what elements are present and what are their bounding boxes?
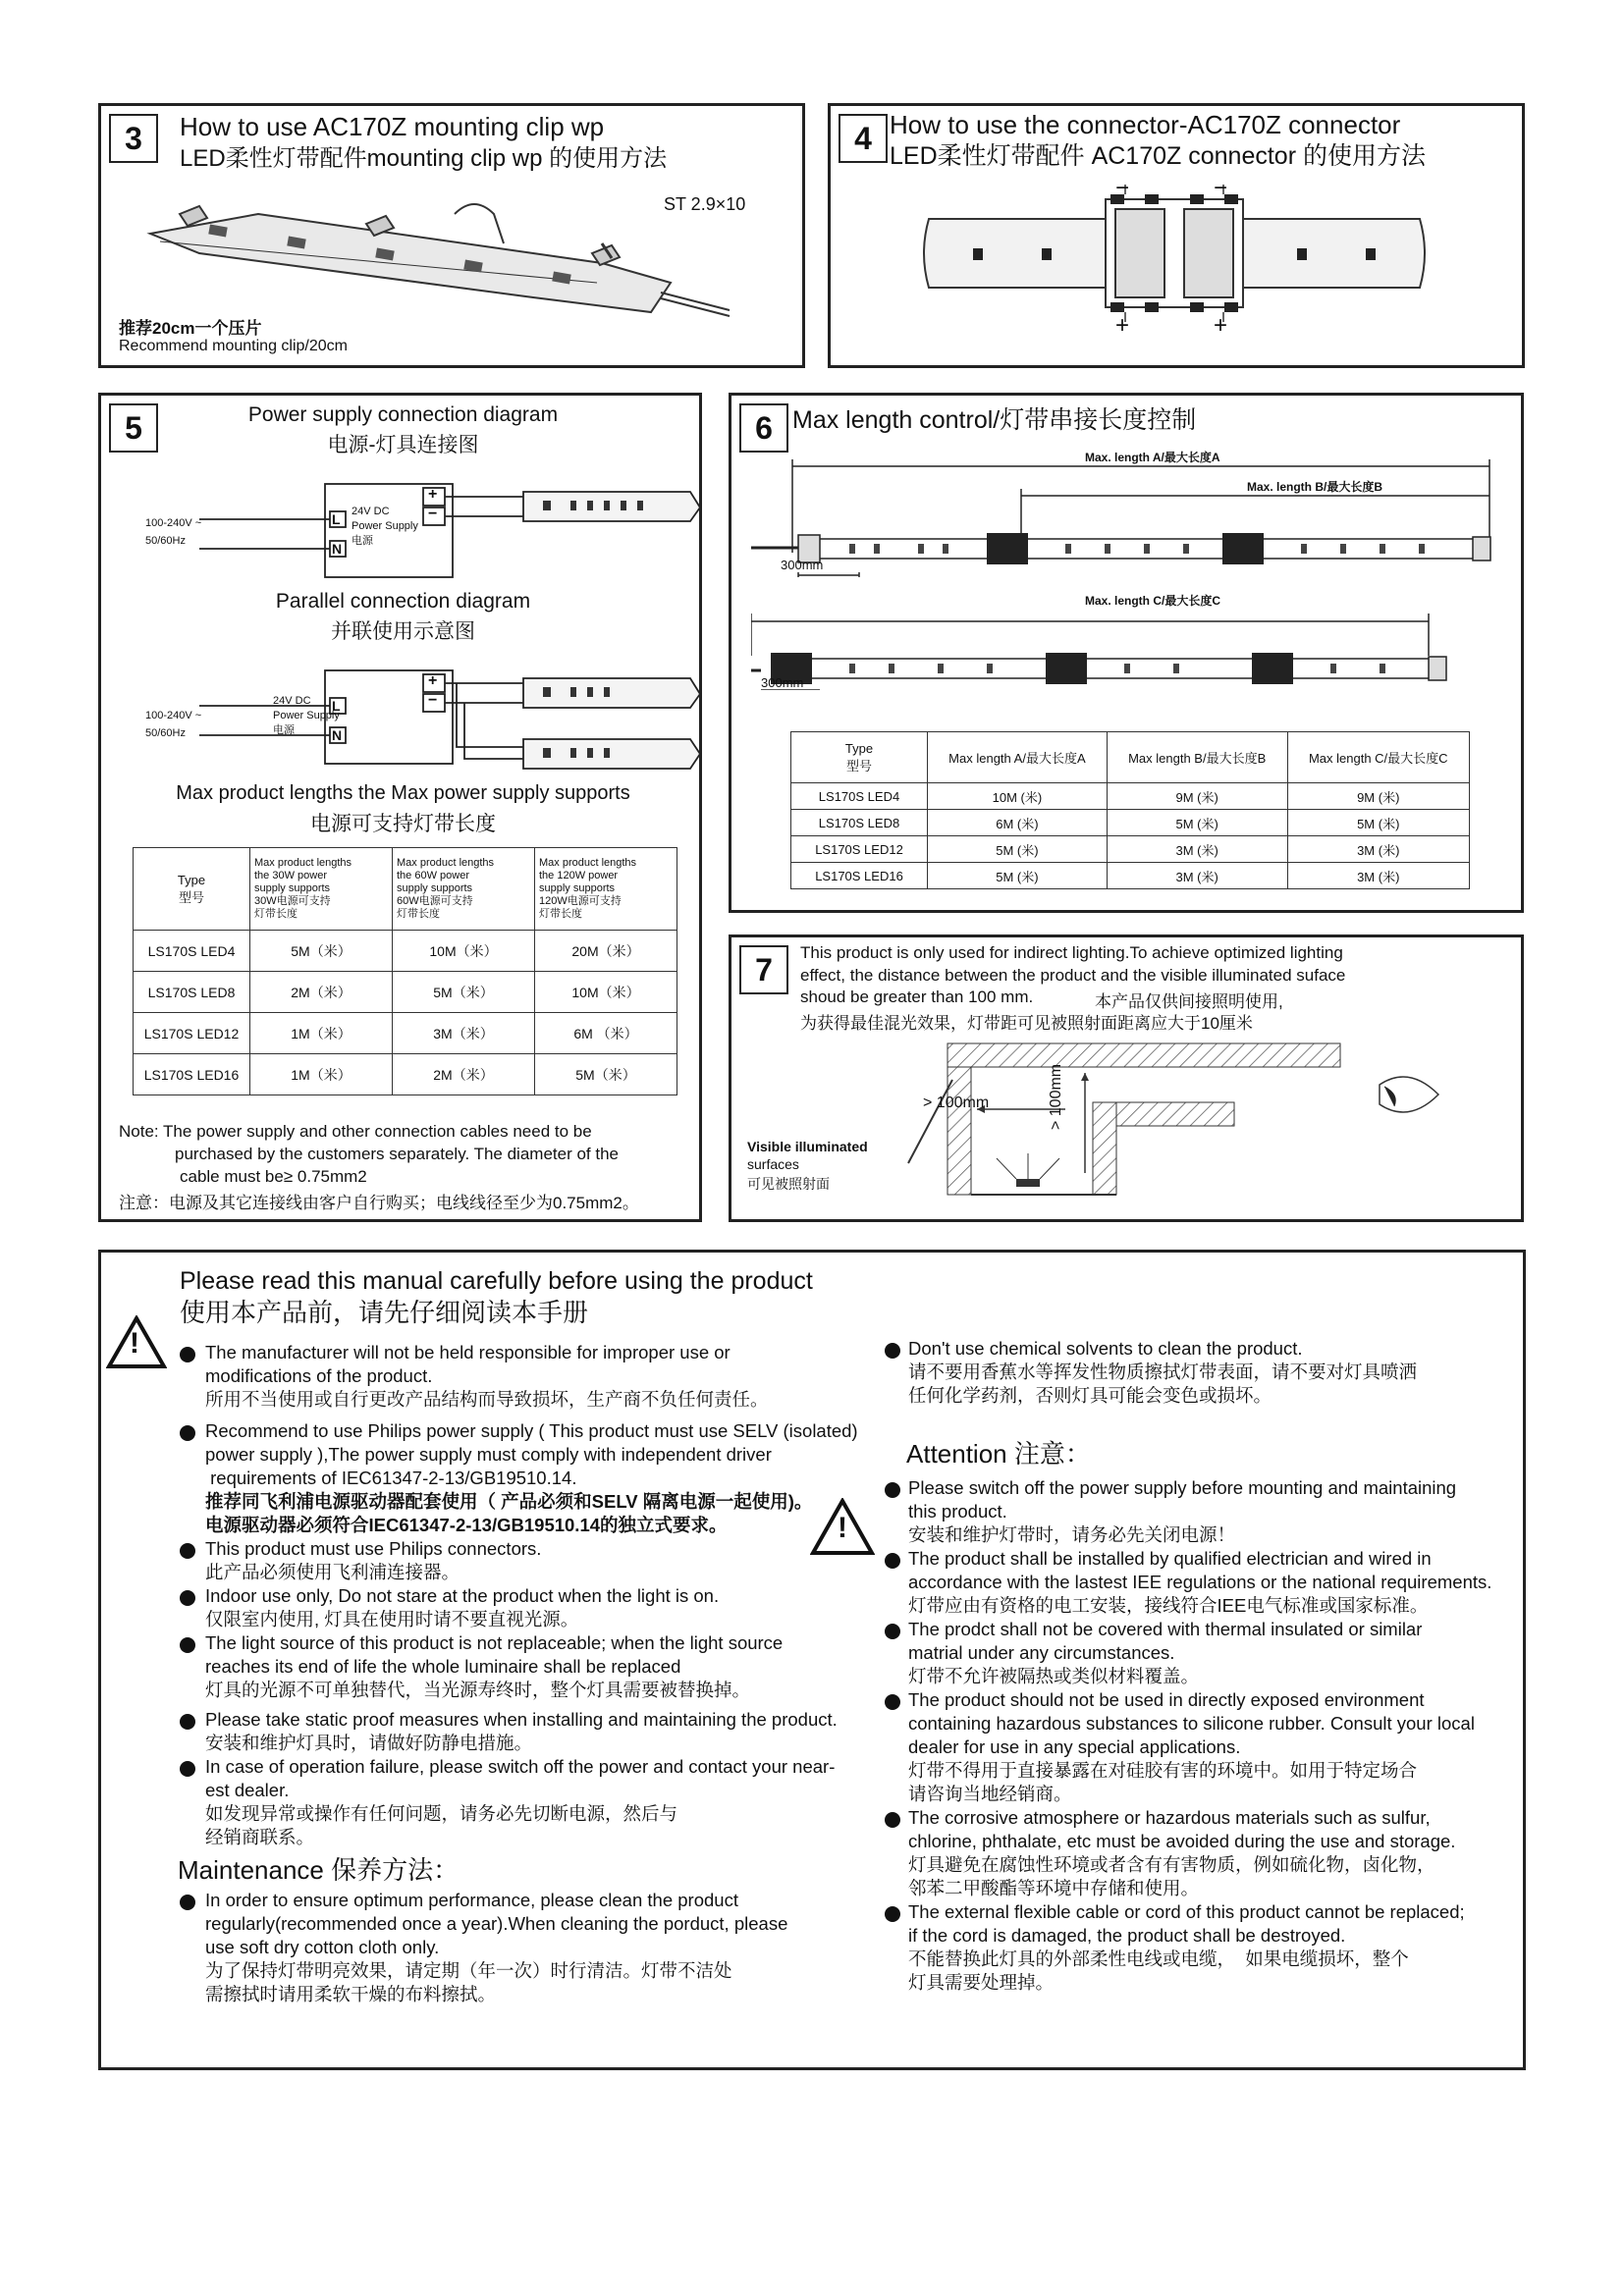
table-row: [134, 972, 677, 1013]
panel-4-title-en: How to use the connector-AC170Z connector: [890, 110, 1401, 139]
table-cell: 20M（米）: [535, 931, 677, 972]
note-en-1: Note: The power supply and other connection cables need to be: [119, 1122, 592, 1141]
indirect-text-en-2: effect, the distance between the product and the visible illuminated suface: [800, 966, 1346, 985]
plus-label-left: +: [1115, 312, 1130, 339]
manual-title-cn: 使用本产品前，请先仔细阅读本手册: [180, 1298, 589, 1327]
table-row: [791, 836, 1470, 863]
table-row: [791, 863, 1470, 889]
right-item: The product should not be used in directly exposed environment containing hazardous substances to silicone rubber. Consult your local dealer for use in any special applications. 灯带不得用于直接暴露在对硅胶有害的环境中。如用于特定场合 请咨询当地经销商。: [908, 1689, 1475, 1804]
left-item: Recommend to use Philips power supply ( This product must use SELV (isolated) power supply ),The power supply must comply with independent driver requirements of IEC61347-2-13/GB19510.14.: [205, 1420, 858, 1488]
table-row: [134, 931, 677, 972]
indirect-text-cn-1: 本产品仅供间接照明使用,: [1095, 992, 1283, 1011]
left-item: Indoor use only, Do not stare at the product when the light is on. 仅限室内使用, 灯具在使用时请不要直视光源。: [205, 1585, 720, 1629]
terminal-minus: −: [428, 506, 438, 522]
bullet-icon: [885, 1812, 900, 1828]
step-number: 4: [839, 114, 888, 163]
clip-note-cn: 推荐20cm一个压片: [119, 319, 262, 338]
table-cell: 9M (米): [1287, 783, 1469, 810]
input-frequency: 50/60Hz: [145, 535, 186, 547]
table-cell: LS170S LED16: [134, 1054, 250, 1095]
table-header: Max product lengths the 60W power supply supports 60W电源可支持 灯带长度: [393, 848, 535, 931]
indirect-text-en-3: shoud be greater than 100 mm.: [800, 988, 1034, 1006]
input-voltage: 100-240V ~: [145, 517, 202, 529]
table-cell: LS170S LED12: [134, 1013, 250, 1054]
bullet-icon: [885, 1694, 900, 1710]
bullet-icon: [885, 1482, 900, 1498]
step-number: 7: [739, 945, 788, 994]
input-frequency: 50/60Hz: [145, 727, 186, 739]
clip-note-en: Recommend mounting clip/20cm: [119, 338, 348, 354]
panel-3-title-en: How to use AC170Z mounting clip wp: [180, 112, 605, 141]
table-header-row: [134, 848, 677, 931]
minus-label-left: −: [1115, 175, 1130, 201]
table-cell: LS170S LED4: [134, 931, 250, 972]
ps-label-2: Power Supply: [352, 520, 418, 532]
table-header: Max length B/最大长度B: [1107, 732, 1287, 783]
power-supply-diagram: [199, 474, 700, 582]
bullet-icon: [885, 1343, 900, 1359]
table-header: Type 型号: [791, 732, 928, 783]
step-number: 3: [109, 114, 158, 163]
dim-300mm-top: 300mm: [781, 558, 824, 572]
bullet-icon: [885, 1906, 900, 1922]
diagram-2-title-cn: 并联使用示意图: [331, 620, 475, 643]
table-cell: LS170S LED4: [791, 783, 928, 810]
bullet-icon: [180, 1895, 195, 1910]
plus-label-right: +: [1214, 312, 1228, 339]
right-item: The external flexible cable or cord of this product cannot be replaced; if the cord is damaged, the product shall be destroyed. 不能替换此灯具的外部柔性电线或电缆， 如果电缆损坏，整个 灯具需要处理掉。: [908, 1901, 1465, 1993]
left-item: This product must use Philips connectors. 此产品必须使用飞利浦连接器。: [205, 1538, 542, 1582]
table-cell: 9M (米): [1107, 783, 1287, 810]
left-item: Please take static proof measures when installing and maintaining the product. 安装和维护灯具时，请做好防静电措施。: [205, 1709, 838, 1753]
bullet-icon: [180, 1590, 195, 1606]
max-length-title-cn: 电源可支持灯带长度: [310, 813, 496, 835]
ps-label-1: 24V DC: [273, 695, 311, 707]
bullet-icon: [885, 1624, 900, 1639]
bullet-icon: [180, 1347, 195, 1362]
table-row: [134, 1054, 677, 1095]
diagram-2-title-en: Parallel connection diagram: [275, 590, 531, 613]
terminal-N: N: [332, 727, 343, 743]
panel-5-power-supply: [98, 393, 702, 1222]
right-item: The corrosive atmosphere or hazardous materials such as sulfur, chlorine, phthalate, etc must be avoided during the use and storage. 灯具避免在腐蚀性环境或者含有有害物质，例如硫化物，卤化物， 邻苯二甲酸酯等环境中存储和使用。: [908, 1807, 1456, 1898]
panel-manual-instructions: [98, 1250, 1526, 2070]
ps-label-3: 电源: [352, 535, 373, 547]
warning-mark: !: [130, 1327, 139, 1360]
table-cell: LS170S LED16: [791, 863, 928, 889]
right-item: The prodct shall not be covered with thermal insulated or similar matrial under any circumstances. 灯带不允许被隔热或类似材料覆盖。: [908, 1619, 1423, 1686]
panel-6-max-length: [729, 393, 1524, 913]
bullet-icon: [180, 1543, 195, 1559]
terminal-minus: −: [428, 692, 438, 709]
left-item-bold-cn: 推荐同飞利浦电源驱动器配套使用（ 产品必须和SELV 隔离电源一起使用)。: [205, 1491, 813, 1512]
max-length-title-en: Max product lengths the Max power supply supports: [176, 782, 630, 804]
panel-3-title-cn: LED柔性灯带配件mounting clip wp 的使用方法: [180, 145, 668, 172]
maintenance-title: Maintenance 保养方法：: [178, 1855, 460, 1885]
length-control-diagram: [751, 454, 1517, 690]
visible-surface-label-3: 可见被照射面: [747, 1176, 830, 1192]
panel-7-indirect-lighting: [729, 934, 1524, 1222]
visible-surface-label-2: surfaces: [747, 1156, 799, 1172]
attention-title: Attention 注意：: [906, 1439, 1091, 1468]
terminal-plus: +: [428, 672, 438, 689]
power-supply-length-table: [133, 847, 677, 1095]
left-item-bold-cn: 电源驱动器必须符合IEC61347-2-13/GB19510.14的独立式要求。: [205, 1515, 728, 1535]
left-item: The light source of this product is not replaceable; when the light source reaches its end of life the whole luminaire shall be replaced 灯具的光源不可单独替代，当光源寿终时，整个灯具需要被替换掉。: [205, 1632, 784, 1700]
screw-label: ST 2.9×10: [664, 194, 746, 214]
note-en-3: cable must be≥ 0.75mm2: [180, 1167, 367, 1186]
step-number: 6: [739, 403, 788, 453]
visible-surface-label-1: Visible illuminated: [747, 1139, 868, 1154]
bullet-icon: [885, 1553, 900, 1569]
connector-illustration: [919, 175, 1430, 342]
table-cell: 5M（米）: [393, 972, 535, 1013]
table-cell: LS170S LED8: [791, 810, 928, 836]
table-cell: 10M（米）: [535, 972, 677, 1013]
dim-horizontal: > 100mm: [923, 1095, 990, 1111]
table-cell: 5M (米): [928, 863, 1108, 889]
table-header: Max product lengths the 120W power supply supports 120W电源可支持 灯带长度: [535, 848, 677, 931]
table-cell: 6M （米）: [535, 1013, 677, 1054]
table-cell: 3M (米): [1107, 836, 1287, 863]
table-cell: 3M（米）: [393, 1013, 535, 1054]
table-row: [134, 1013, 677, 1054]
right-item: Please switch off the power supply before mounting and maintaining this product. 安装和维护灯带时，请务必先关闭电源！: [908, 1477, 1457, 1545]
table-cell: 5M（米）: [250, 931, 393, 972]
terminal-plus: +: [428, 486, 438, 503]
ps-label-3: 电源: [273, 724, 295, 736]
terminal-N: N: [332, 541, 343, 557]
indirect-text-en-1: This product is only used for indirect lighting.To achieve optimized lighting: [800, 943, 1343, 962]
right-top-item: Don't use chemical solvents to clean the product. 请不要用香蕉水等挥发性物质擦拭灯带表面，请不要对灯具喷洒 任何化学药剂，否则灯具可能会变色或损坏。: [908, 1338, 1418, 1406]
bullet-icon: [180, 1637, 195, 1653]
terminal-L: L: [332, 511, 341, 527]
panel-4-connector: [828, 103, 1525, 368]
table-cell: 3M (米): [1107, 863, 1287, 889]
left-item: The manufacturer will not be held responsible for improper use or modifications of the product. 所用不当使用或自行更改产品结构而导致损坏，生产商不负任何责任。: [205, 1342, 769, 1410]
table-header-row: [791, 732, 1470, 783]
note-cn: 注意：电源及其它连接线由客户自行购买；电线线径至少为0.75mm2。: [119, 1194, 639, 1212]
bullet-icon: [180, 1425, 195, 1441]
table-header: Max product lengths the 30W power supply supports 30W电源可支持 灯带长度: [250, 848, 393, 931]
table-cell: 2M（米）: [250, 972, 393, 1013]
length-A-label: Max. length A/最大长度A: [1085, 451, 1220, 464]
bullet-icon: [180, 1714, 195, 1730]
step-number: 5: [109, 403, 158, 453]
length-B-label: Max. length B/最大长度B: [1247, 480, 1383, 494]
maintenance-text: In order to ensure optimum performance, please clean the product regularly(recommended once a year).When cleaning the porduct, please use soft dry cotton cloth only. 为了保持灯带明亮效果，请定期（年一次）时行清洁。灯带不洁处 需擦拭时请用柔软干燥的布料擦拭。: [205, 1890, 788, 2004]
table-cell: 5M (米): [1287, 810, 1469, 836]
minus-label-right: −: [1214, 175, 1228, 201]
table-cell: 10M（米）: [393, 931, 535, 972]
table-row: [791, 810, 1470, 836]
table-row: [791, 783, 1470, 810]
note-en-2: purchased by the customers separately. The diameter of the: [175, 1145, 620, 1163]
dim-300mm-bottom: 300mm: [761, 675, 804, 690]
table-header: Max length C/最大长度C: [1287, 732, 1469, 783]
table-cell: 1M（米）: [250, 1013, 393, 1054]
diagram-1-title-cn: 电源-灯具连接图: [327, 434, 479, 456]
table-cell: LS170S LED12: [791, 836, 928, 863]
table-cell: 6M (米): [928, 810, 1108, 836]
indirect-text-cn-2: 为获得最佳混光效果，灯带距可见被照射面距离应大于10厘米: [800, 1014, 1253, 1033]
table-cell: 1M（米）: [250, 1054, 393, 1095]
manual-title-en: Please read this manual carefully before using the product: [180, 1267, 813, 1295]
panel-4-title-cn: LED柔性灯带配件 AC170Z connector 的使用方法: [890, 142, 1426, 170]
dim-vertical: > 100mm: [1048, 1063, 1064, 1130]
left-item: In case of operation failure, please switch off the power and contact your near- est dealer. 如发现异常或操作有任何问题，请务必先切断电源，然后与 经销商联系。: [205, 1756, 836, 1847]
table-header: Type 型号: [134, 848, 250, 931]
terminal-L: L: [332, 698, 341, 714]
warning-mark: !: [838, 1512, 847, 1544]
indirect-lighting-diagram: [849, 1036, 1458, 1212]
ps-label-1: 24V DC: [352, 506, 390, 517]
table-cell: 5M（米）: [535, 1054, 677, 1095]
table-cell: 10M (米): [928, 783, 1108, 810]
input-voltage: 100-240V ~: [145, 710, 202, 721]
length-C-label: Max. length C/最大长度C: [1085, 594, 1221, 608]
ps-label-2: Power Supply: [273, 710, 340, 721]
panel-3-mounting-clip: [98, 103, 805, 368]
table-header: Max length A/最大长度A: [928, 732, 1108, 783]
bullet-icon: [180, 1761, 195, 1777]
panel-6-title: Max length control/灯带串接长度控制: [792, 406, 1197, 434]
table-cell: 5M (米): [928, 836, 1108, 863]
diagram-1-title-en: Power supply connection diagram: [247, 403, 559, 426]
right-item: The product shall be installed by qualified electrician and wired in accordance with the lastest IEE regulations or the national requirements. 灯带应由有资格的电工安装，接线符合IEE电气标准或国家标准。: [908, 1548, 1492, 1616]
max-length-table: [790, 731, 1470, 889]
table-cell: LS170S LED8: [134, 972, 250, 1013]
table-cell: 2M（米）: [393, 1054, 535, 1095]
table-cell: 5M (米): [1107, 810, 1287, 836]
table-cell: 3M (米): [1287, 863, 1469, 889]
table-cell: 3M (米): [1287, 836, 1469, 863]
